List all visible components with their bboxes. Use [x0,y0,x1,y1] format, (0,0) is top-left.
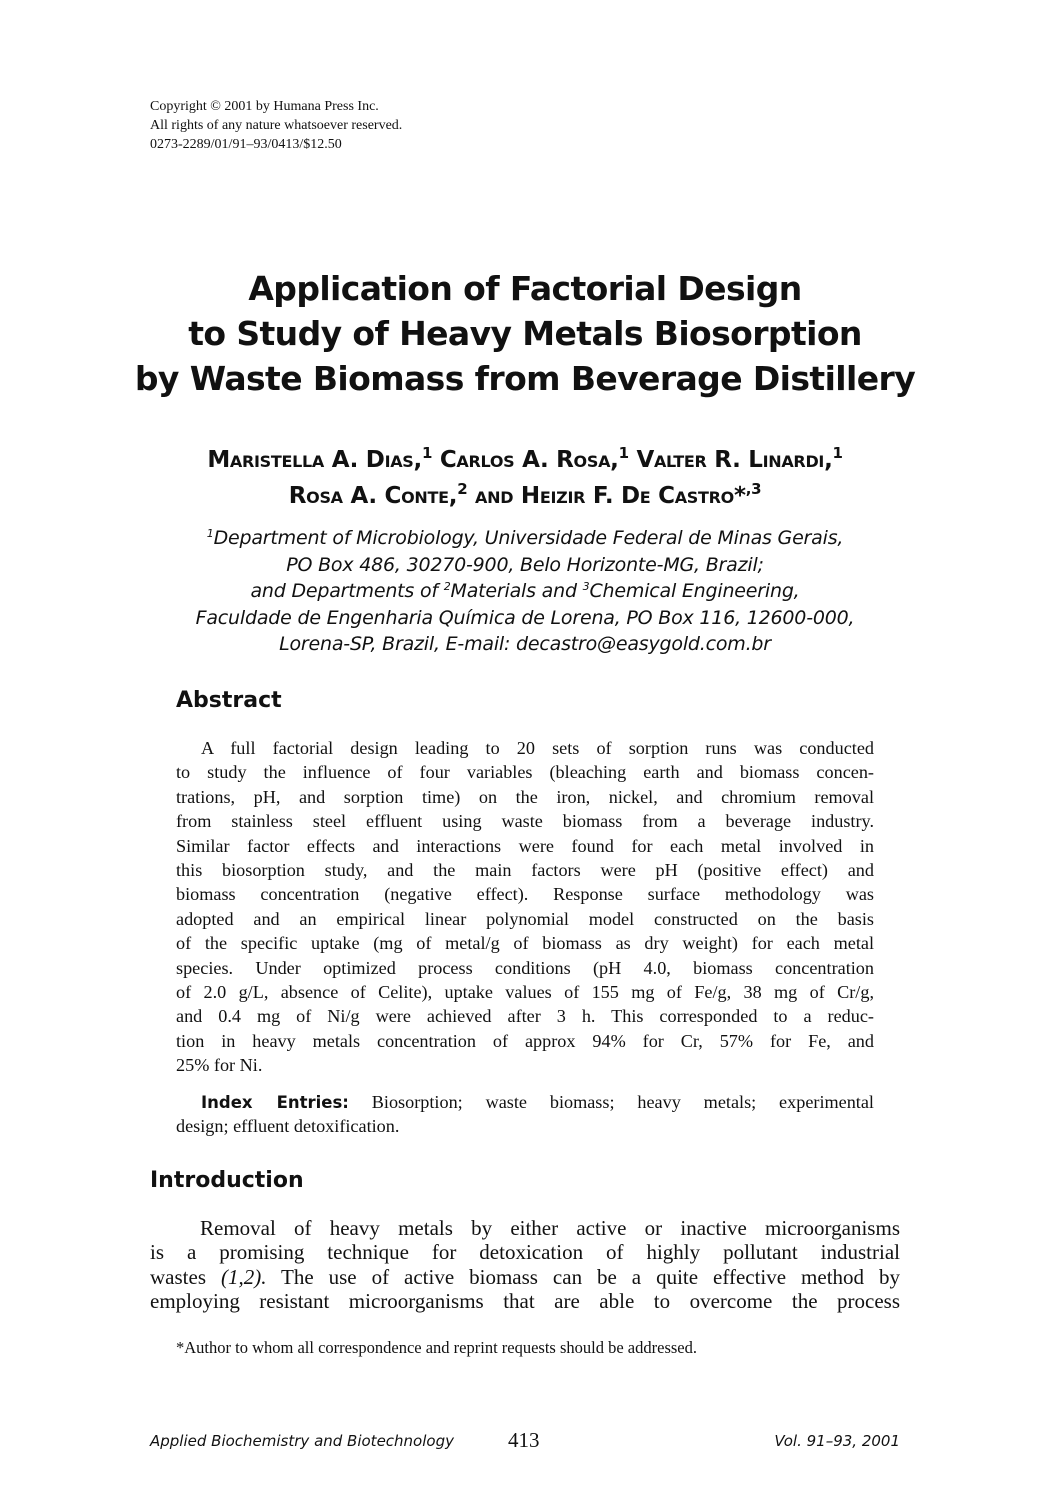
index-line: design; effluent detoxification. [176,1116,400,1137]
abstract-line: tion in heavy metals concentration of approx 94% for Cr, 57% for Fe, and [176,1030,874,1051]
abstract-body [176,736,874,1077]
author-line [100,442,950,478]
author-name: Maristella A. Dias, [207,447,422,473]
affiliation-marker: 2 [457,480,468,498]
affiliation-marker: 2 [443,580,451,593]
abstract-line: from stainless steel effluent using waste biomass from a beverage industry. [176,811,874,832]
paper-title [100,266,950,401]
page-footer [150,1428,900,1454]
abstract-line: trations, pH, and sorption time) on the iron, nickel, and chromium removal [176,786,874,807]
affiliation-line: PO Box 486, 30270-900, Belo Horizonte-MG, Brazil; [286,553,764,576]
affiliations [100,525,950,658]
abstract-line: species. Under optimized process conditions (pH 4.0, biomass concentration [176,957,874,978]
abstract-line: biomass concentration (negative effect). Response surface methodology was [176,884,874,905]
abstract-line: this biosorption study, and the main factors were pH (positive effect) and [176,859,874,880]
intro-line: employing resistant microorganisms that are able to overcome the process [150,1289,900,1314]
title-line: Application of Factorial Design [248,269,802,308]
affiliation-line: Faculdade de Engenharia Química de Lorena, PO Box 116, 12600-000, [195,606,855,629]
author-name: Rosa A. Conte, [288,483,458,509]
abstract-line: A full factorial design leading to 20 sets of sorption runs was conducted [201,738,874,758]
journal-name: Applied Biochemistry and Biotechnology [150,1432,454,1450]
copyright-line: All rights of any nature whatsoever reserved. [150,118,403,133]
affiliation-text: Materials and [450,580,583,602]
abstract-line: of the specific uptake (mg of metal/g of biomass as dry weight) for each metal [176,933,874,954]
volume-info: Vol. 91–93, 2001 [774,1432,900,1450]
author-line [100,478,950,514]
copyright-line: Copyright © 2001 by Humana Press Inc. [150,99,379,114]
index-entries [176,1090,874,1139]
affiliation-text: Department of Microbiology, Universidade Federal de Minas Gerais, [213,527,844,549]
intro-text: wastes [150,1264,221,1289]
page-number: 413 [508,1428,540,1452]
copyright-line: 0273-2289/01/91–93/0413/$12.50 [150,137,342,152]
intro-line [150,1265,900,1289]
author-name: Carlos A. Rosa, [439,447,619,473]
abstract-line: adopted and an empirical linear polynomial model constructed on the basis [176,908,874,929]
introduction-body [150,1216,900,1314]
index-entries-text: Biosorption; waste biomass; heavy metals; experimental [348,1092,874,1112]
affiliation-line: Lorena-SP, Brazil, E-mail: decastro@easygold.com.br [279,633,771,655]
copyright-notice [150,97,402,154]
correspondence-footnote: *Author to whom all correspondence and reprint requests should be addressed. [176,1338,697,1357]
abstract-line: to study the influence of four variables (bleaching earth and biomass concen- [176,762,874,783]
abstract-line: of 2.0 g/L, absence of Celite), uptake values of 155 mg of Fe/g, 38 mg of Cr/g, [176,981,874,1002]
affiliation-text: Chemical Engineering, [589,580,800,602]
index-line [176,1090,874,1114]
index-entries-label: Index Entries: [201,1093,349,1112]
abstract-heading: Abstract [176,688,282,713]
affiliation-line [100,525,950,552]
intro-text: The use of active biomass can be a quite effective method by [266,1264,900,1289]
title-line: by Waste Biomass from Beverage Distillery [134,359,916,398]
affiliation-marker: 3 [582,580,590,593]
citation-reference: (1,2). [220,1264,267,1289]
affiliation-marker: ,3 [745,480,762,498]
author-name: Heizir F. De Castro* [520,483,746,509]
intro-line: Removal of heavy metals by either active or inactive microorganisms [200,1216,900,1240]
introduction-heading: Introduction [150,1168,304,1193]
author-conjunction: and [475,483,514,509]
author-name: Valter R. Linardi, [636,447,833,473]
abstract-line: 25% for Ni. [176,1055,263,1076]
title-line: to Study of Heavy Metals Biosorption [188,314,862,353]
affiliation-text: and Departments of [250,580,444,602]
abstract-line: and 0.4 mg of Ni/g were achieved after 3 h. This corresponded to a reduc- [176,1006,874,1027]
abstract-line: Similar factor effects and interactions were found for each metal involved in [176,835,874,856]
affiliation-line [100,578,950,605]
affiliation-marker: 1 [206,527,214,540]
affiliation-marker: 1 [618,444,629,462]
intro-line: is a promising technique for detoxication of highly pollutant industrial [150,1240,900,1265]
author-list [100,442,950,514]
affiliation-marker: 1 [421,444,433,462]
affiliation-marker: 1 [832,444,843,462]
